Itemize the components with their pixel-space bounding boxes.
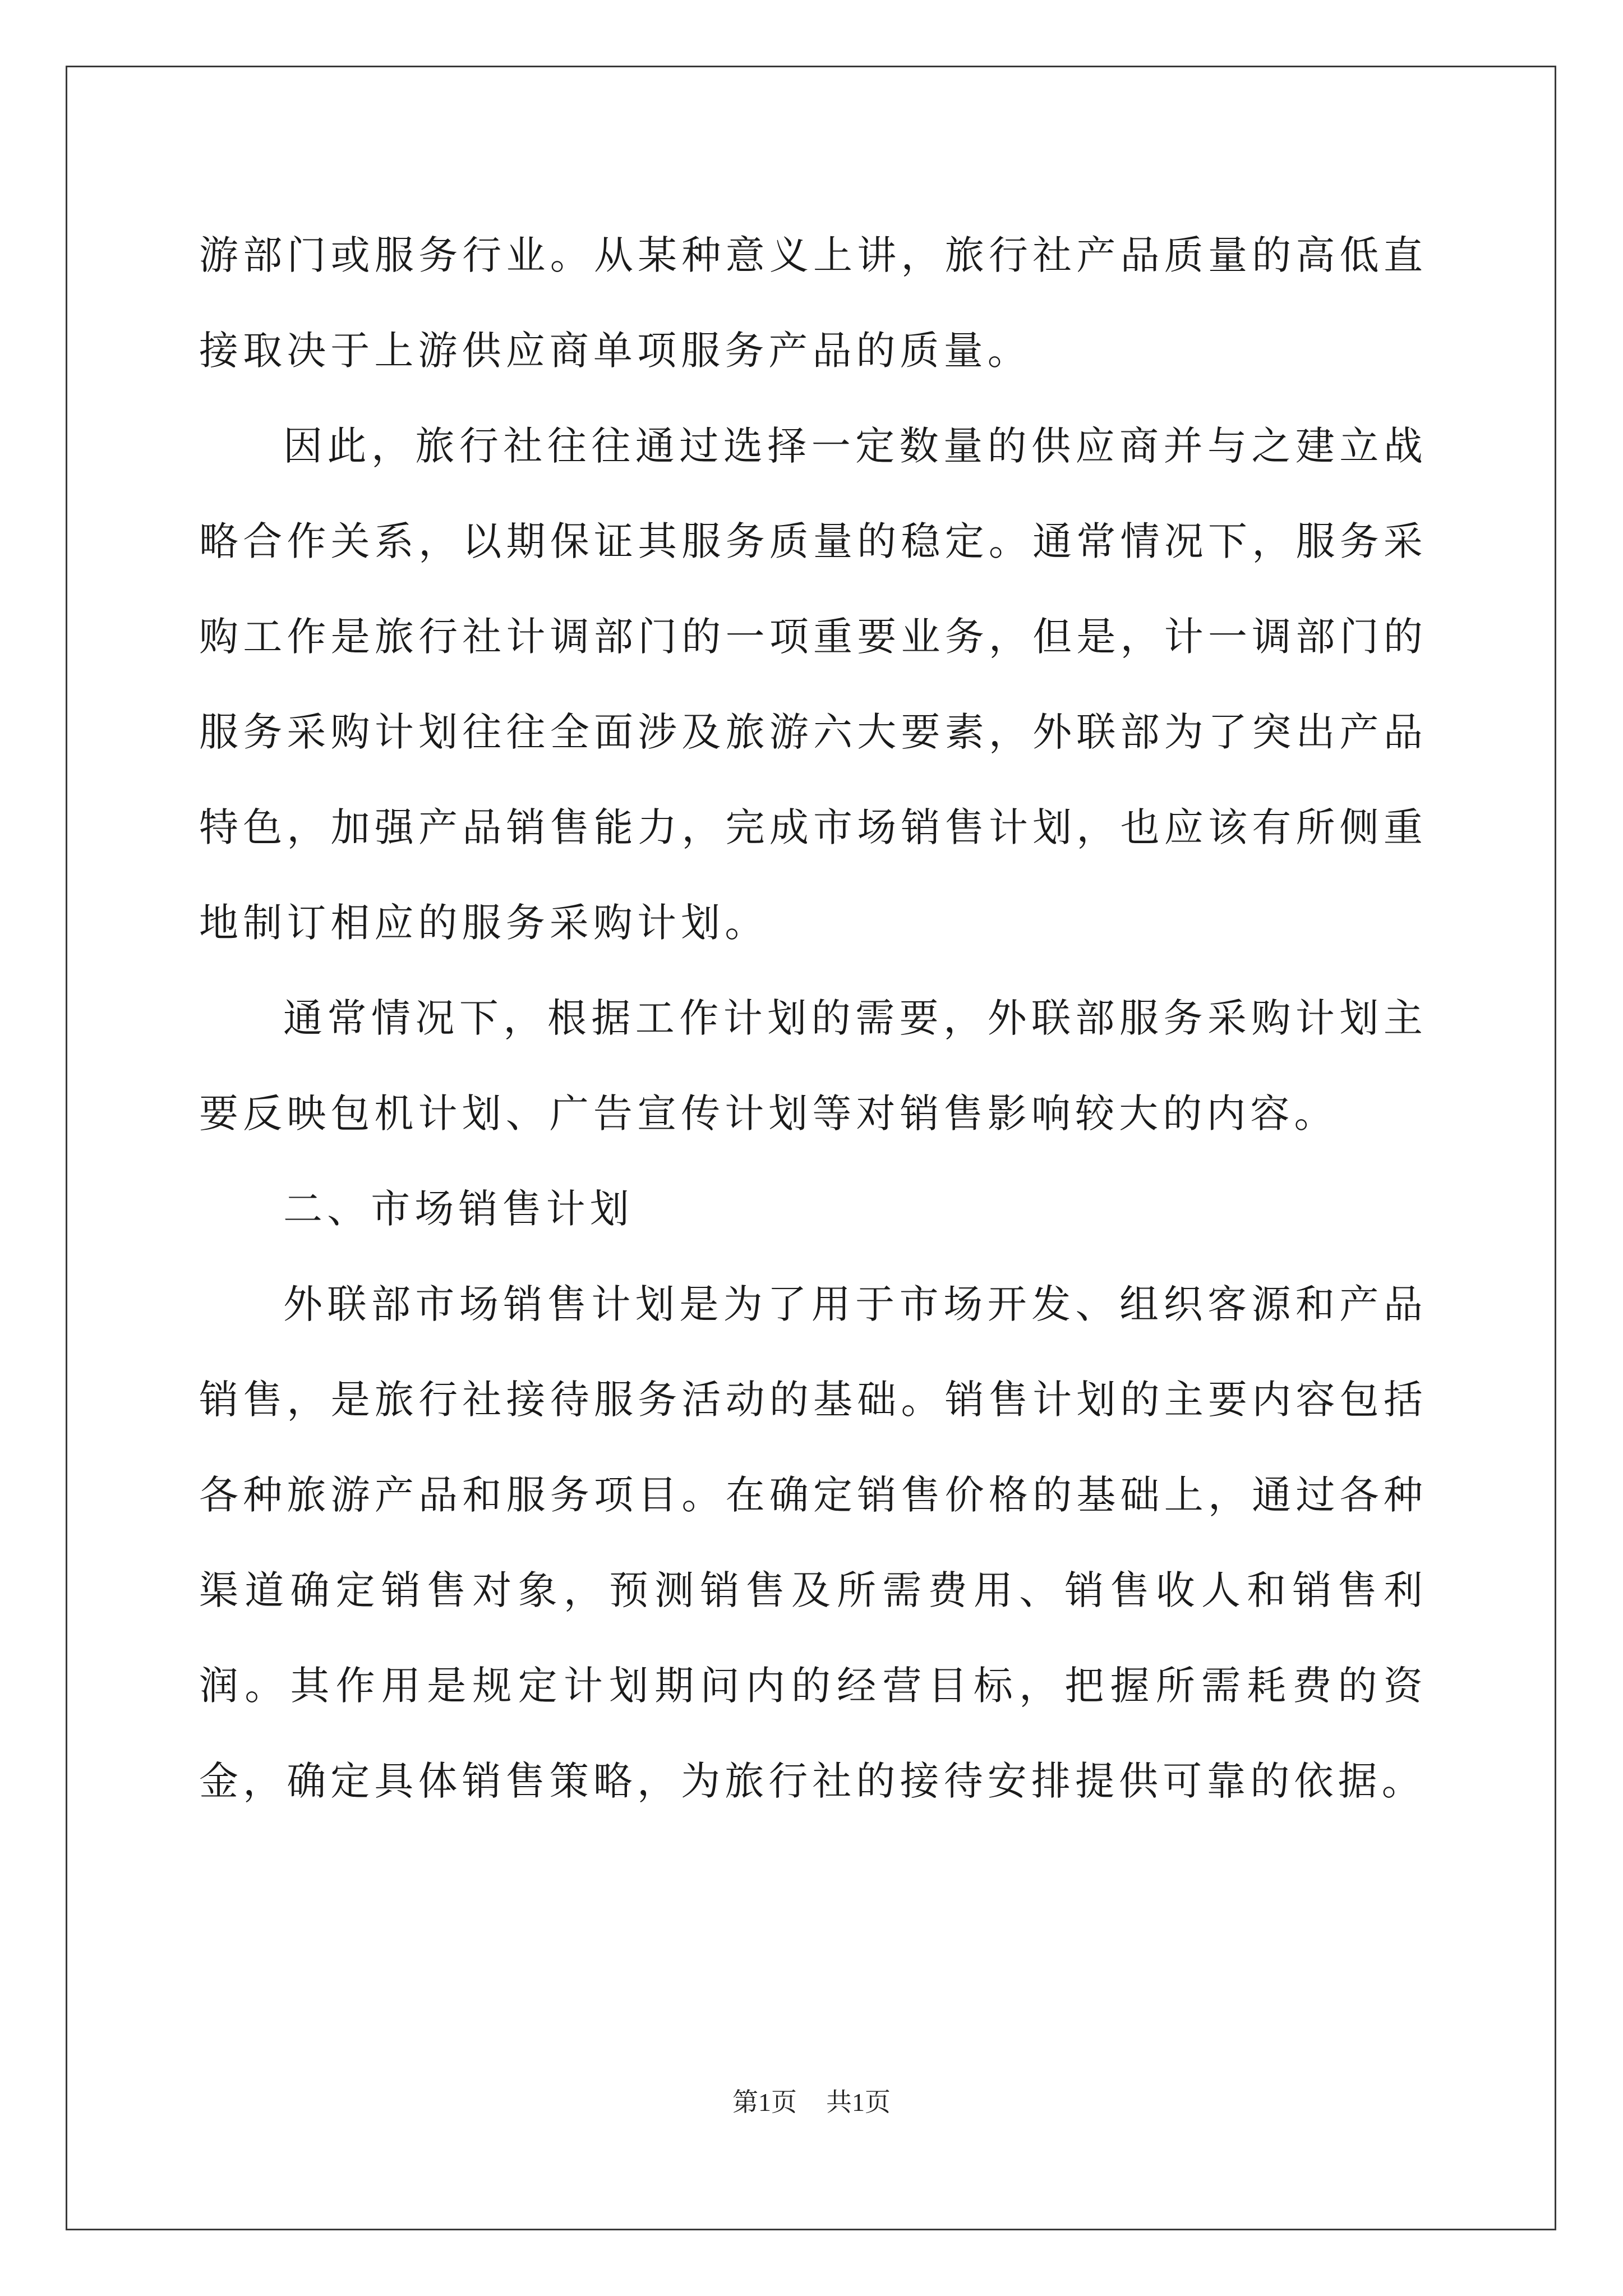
page-number-total: 共1页 (826, 2088, 891, 2116)
page-footer (0, 2086, 1623, 2119)
paragraph-4: 外联部市场销售计划是为了用于市场开发、组织客源和产品销售，是旅行社接待服务活动的基础。销售计划的主要内容包括各种旅游产品和服务项目。在确定销售价格的基础上，通过各种渠道确定销售对象，预测销售及所需费用、销售收人和销售利润。其作用是规定计划期问内的经营目标，把握所需耗费的资金，确定具体销售策略，为旅行社的接待安排提供可靠的依据。 (199, 1281, 1427, 1804)
section-heading: 二、市场销售计划 (283, 1186, 634, 1232)
paragraph-3: 通常情况下，根据工作计划的需要，外联部服务采购计划主要反映包机计划、广告宣传计划等对销售影响较大的内容。 (199, 995, 1427, 1137)
document-body (199, 208, 1427, 1829)
page-number-current: 第1页 (732, 2088, 797, 2116)
paragraph-2: 因此，旅行社往往通过选择一定数量的供应商并与之建立战略合作关系，以期保证其服务质量的稳定。通常情况下，服务采购工作是旅行社计调部门的一项重要业务，但是，计一调部门的服务采购计划往往全面涉及旅游六大要素，外联部为了突出产品特色，加强产品销售能力，完成市场销售计划，也应该有所侧重地制订相应的服务采购计划。 (199, 423, 1427, 946)
paragraph-1: 游部门或服务行业。从某种意义上讲，旅行社产品质量的高低直接取决于上游供应商单项服务产品的质量。 (199, 232, 1427, 374)
